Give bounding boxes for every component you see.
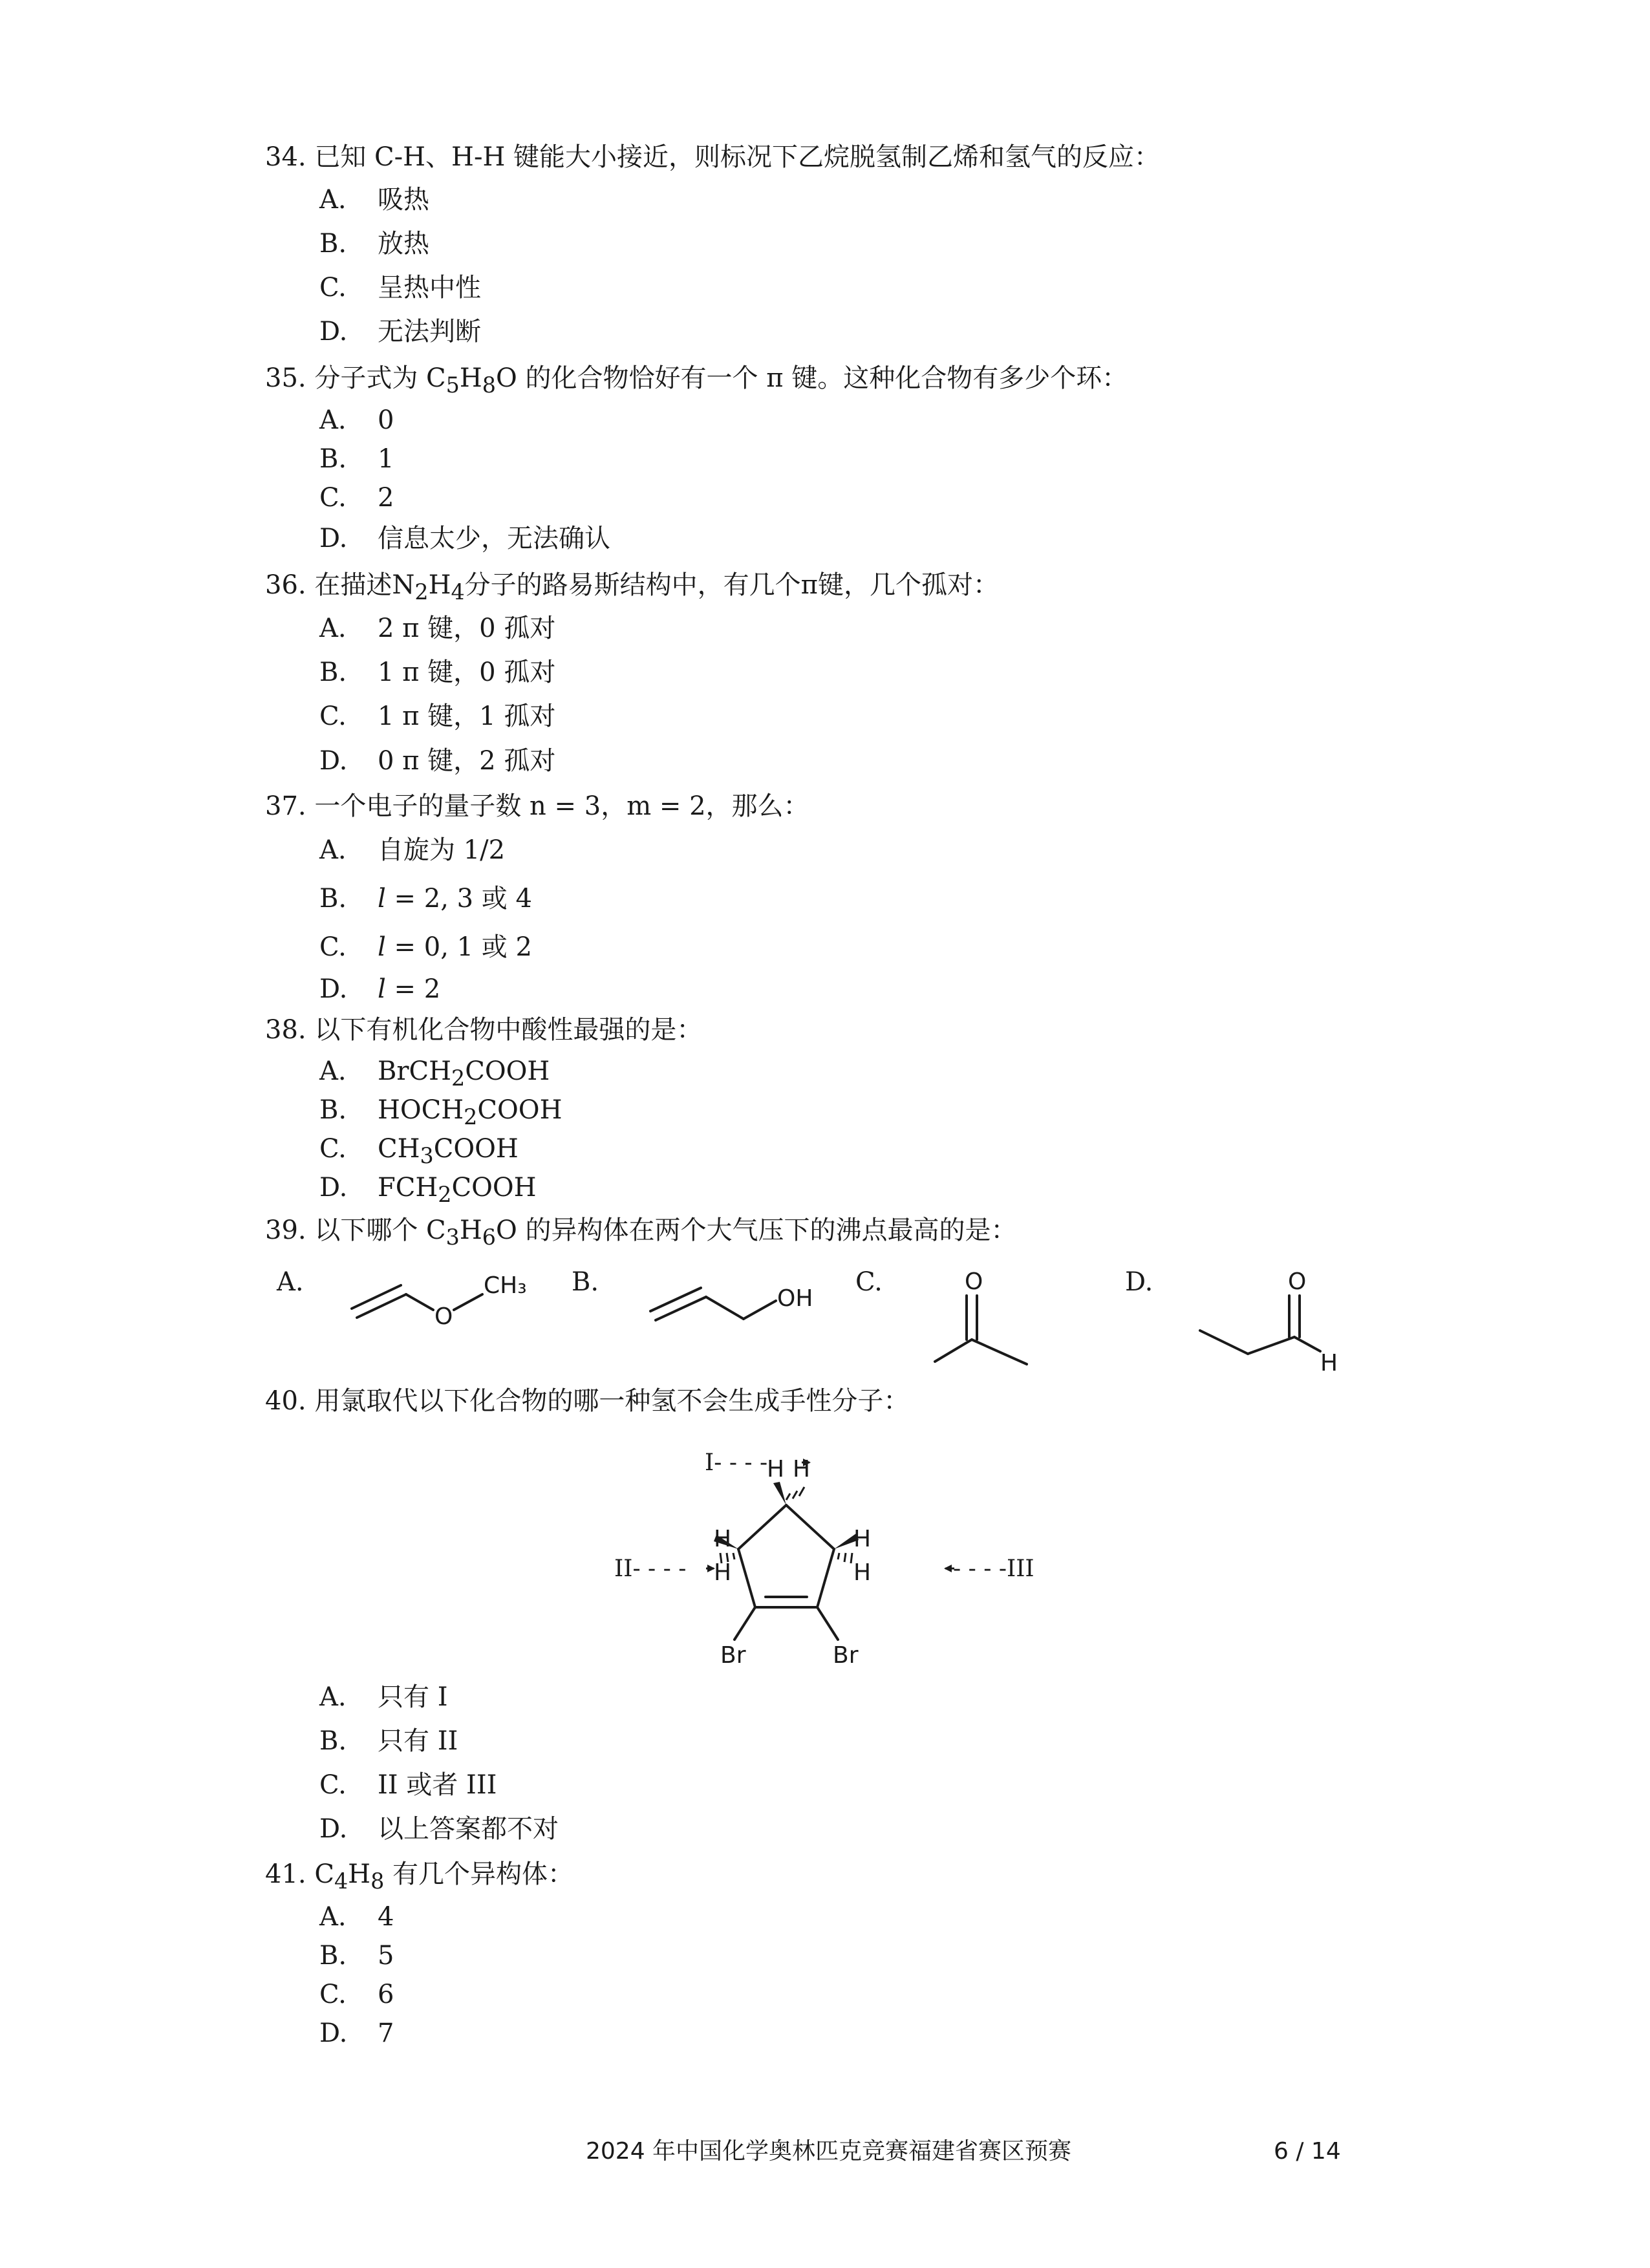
methyl-vinyl-ether-structure (349, 1267, 556, 1332)
question-38 (265, 1014, 702, 1046)
question-stem: $C_4H_8$ 有几个异构体： (314, 1859, 573, 1894)
question-stem: 已知 C-H、H-H 键能大小接近，则标况下乙烷脱氢制乙烯和氢气的反应： (314, 142, 1161, 172)
option-37-a: A. 自旋为 1/2 (319, 835, 506, 865)
option-34-d: D. 无法判断 (319, 317, 481, 347)
option-34-b: B. 放热 (319, 229, 429, 259)
option-40-c: C. II 或者 III (319, 1770, 497, 1800)
option-37-c: C. l = 0, 1 或 2 (319, 932, 532, 962)
hydrogen-label: H (853, 1526, 872, 1552)
option-40-d: D. 以上答案都不对 (319, 1814, 559, 1844)
pointer-iii-label: - - - -III (953, 1556, 1034, 1582)
dibromocyclopentene-structure (608, 1435, 1073, 1674)
allyl-alcohol-structure (647, 1267, 841, 1332)
option-41-c: C. 6 (319, 1980, 394, 2009)
aldehyde-hydrogen-label: H (1320, 1350, 1338, 1376)
option-39-d-letter: D. (1125, 1267, 1153, 1297)
hydroxyl-label: OH (777, 1285, 813, 1312)
question-40 (265, 1385, 909, 1417)
option-41-d: D. 7 (319, 2018, 394, 2048)
aldehyde-oxygen-label: O (1288, 1268, 1307, 1295)
question-35 (265, 362, 1128, 401)
bromine-label: Br (720, 1642, 746, 1669)
hydrogen-label: H (853, 1559, 872, 1586)
carbonyl-oxygen-label: O (965, 1268, 983, 1295)
question-number: 38. (265, 1015, 306, 1045)
option-35-c: C. 2 (319, 483, 394, 513)
hydrogen-label: H (714, 1559, 732, 1586)
question-number: 40. (265, 1386, 306, 1416)
page-number: 6 / 14 (1274, 2138, 1341, 2165)
bromine-label: Br (833, 1642, 859, 1669)
option-38-b: B. $HOCH_2COOH$ (319, 1095, 562, 1129)
option-38-c: C. $CH_3COOH$ (319, 1134, 519, 1168)
question-stem: 一个电子的量子数 n = 3，m = 2，那么： (314, 791, 809, 821)
question-number: 37. (265, 791, 306, 821)
option-39-c-letter: C. (855, 1267, 883, 1297)
question-stem: 用氯取代以下化合物的哪一种氢不会生成手性分子： (314, 1386, 910, 1416)
question-34 (265, 141, 1160, 173)
option-38-d: D. $FCH_2COOH$ (319, 1173, 537, 1207)
hydrogen-label: H (793, 1456, 811, 1482)
footer-title: 2024 年中国化学奥林匹克竞赛福建省赛区预赛 (586, 2138, 1072, 2165)
question-36 (265, 569, 999, 608)
option-39-b-letter: B. (572, 1267, 599, 1297)
option-41-b: B. 5 (319, 1941, 394, 1971)
hydrogen-label: H (714, 1526, 732, 1552)
question-41 (265, 1858, 573, 1898)
propanal-structure (1196, 1267, 1364, 1377)
option-38-a: A. BrCH$_2$COOH (319, 1056, 550, 1091)
option-35-d: D. 信息太少，无法确认 (319, 524, 610, 553)
option-40-a: A. 只有 I (319, 1682, 448, 1712)
question-stem: 分子式为 $C_5H_8O$ 的化合物恰好有一个 π 键。这种化合物有多少个环： (314, 363, 1128, 398)
question-number: 39. (265, 1215, 306, 1245)
option-37-b: B. l = 2, 3 或 4 (319, 884, 532, 914)
option-36-b: B. 1 π 键，0 孤对 (319, 658, 556, 687)
option-36-a: A. 2 π 键，0 孤对 (319, 614, 556, 643)
hydrogen-label: H (767, 1456, 785, 1482)
question-39 (265, 1214, 1017, 1254)
option-35-b: B. 1 (319, 444, 394, 474)
acetone-structure (925, 1267, 1041, 1371)
wedge-bond-icon (773, 1482, 786, 1505)
methyl-label: CH₃ (484, 1272, 527, 1299)
option-40-b: B. 只有 II (319, 1726, 458, 1756)
question-stem: 在描述$N_2H_4$分子的路易斯结构中，有几个π键，几个孤对： (314, 570, 999, 604)
option-36-d: D. 0 π 键，2 孤对 (319, 746, 556, 776)
pointer-i-label: I- - - - (705, 1450, 768, 1476)
option-41-a: A. 4 (319, 1902, 394, 1932)
option-39-a-letter: A. (277, 1267, 304, 1297)
option-36-c: C. 1 π 键，1 孤对 (319, 701, 556, 731)
question-stem: 以下有机化合物中酸性最强的是： (314, 1015, 703, 1045)
question-number: 36. (265, 570, 306, 600)
question-37 (265, 790, 809, 822)
question-stem: 以下哪个 $C_3H_6O$ 的异构体在两个大气压下的沸点最高的是： (314, 1215, 1017, 1250)
pointer-ii-label: II- - - - (614, 1556, 687, 1582)
oxygen-label: O (434, 1303, 453, 1330)
question-number: 41. (265, 1859, 306, 1889)
option-37-d: D. l = 2 (319, 974, 441, 1004)
option-34-a: A. 吸热 (319, 185, 429, 215)
question-number: 35. (265, 363, 306, 393)
option-34-c: C. 呈热中性 (319, 273, 481, 303)
question-number: 34. (265, 142, 306, 172)
option-35-a: A. 0 (319, 405, 394, 435)
